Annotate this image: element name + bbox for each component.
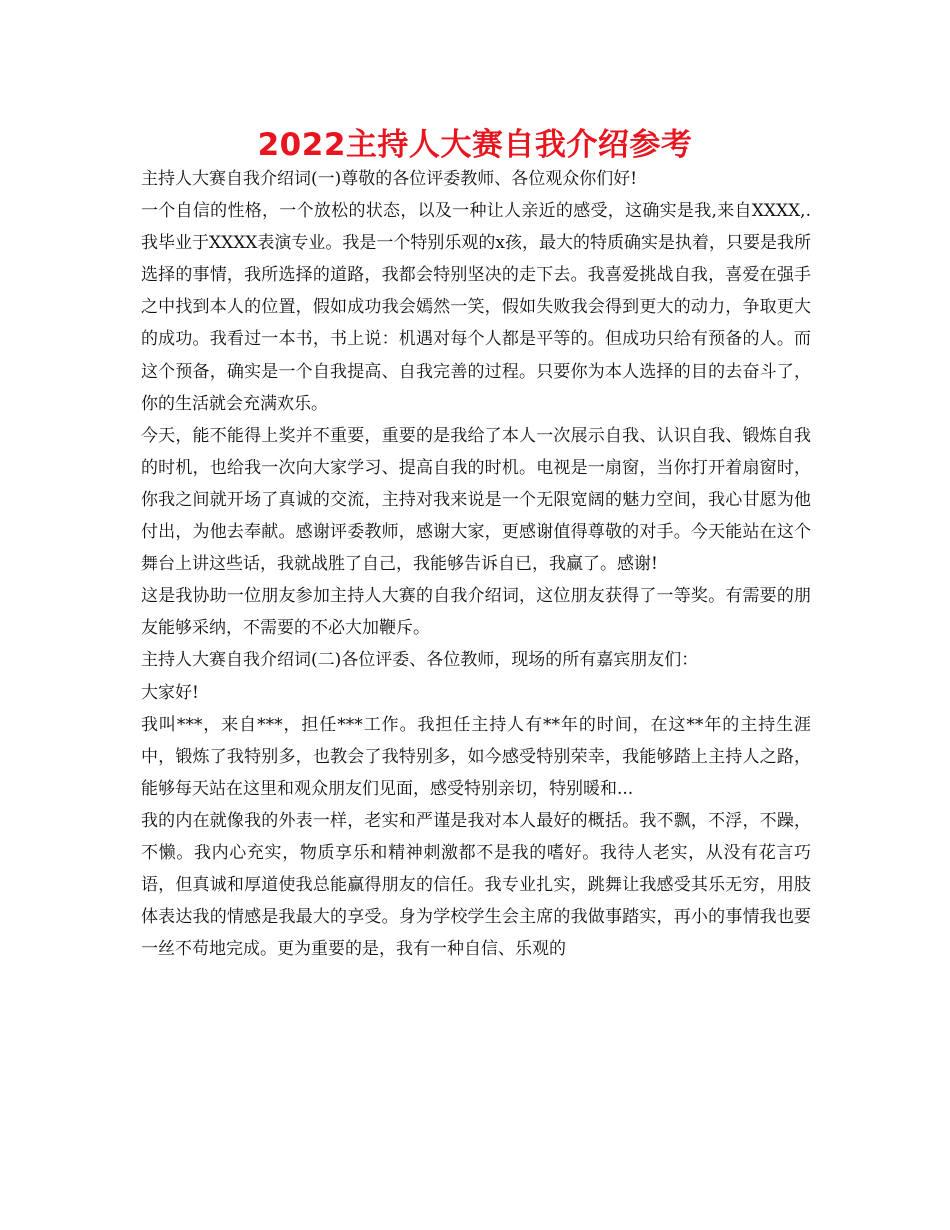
paragraph-today: 今天，能不能得上奖并不重要，重要的是我给了本人一次展示自我、认识自我、锻炼自我的时机，也给我一次向大家学习、提高自我的时机。电视是一扇窗，当你打开着扇窗时，你我之间就开场了真诚的交流，主持对我来说是一个无限宽阔的魅力空间，我心甘愿为他付出，为他去奉献。感谢评委教师，感谢大家，更感谢值得尊敬的对手。今天能站在这个舞台上讲这些话，我就战胜了自己，我能够告诉自已，我赢了。感谢! (141, 425, 811, 575)
paragraph-intro-one: 主持人大赛自我介绍词(一)尊敬的各位评委教师、各位观众你们好! (141, 169, 638, 189)
document-title: 2022主持人大赛自我介绍参考 (257, 127, 693, 163)
paragraph-greeting: 大家好! (141, 682, 199, 703)
paragraph-intro-two: 主持人大赛自我介绍词(二)各位评委、各位教师，现场的所有嘉宾朋友们： (141, 650, 699, 671)
paragraph-career: 我叫***，来自***，担任***工作。我担任主持人有**年的时间，在这**年的主持生涯中，锻炼了我特别多，也教会了我特别多，如今感受特别荣幸，我能够踏上主持人之路，能够每天站在这里和观众朋友们见面，感受特别亲切，特别暖和... (141, 714, 811, 799)
document-body (141, 163, 811, 965)
paragraph-self-description: 一个自信的性格，一个放松的状态，以及一种让人亲近的感受，这确实是我,来自XXXX,.我毕业于XXXX表演专业。我是一个特别乐观的x孩，最大的特质确实是执着，只要是我所选择的事情，我所选择的道路，我都会特别坚决的走下去。我喜爱挑战自我，喜爱在强手之中找到本人的位置，假如成功我会嫣然一笑，假如失败我会得到更大的动力，争取更大的成功。我看过一本书，书上说：机遇对每个人都是平等的。但成功只给有预备的人。而这个预备，确实是一个自我提高、自我完善的过程。只要你为本人选择的目的去奋斗了，你的生活就会充满欢乐。 (141, 201, 811, 414)
paragraph-note: 这是我协助一位朋友参加主持人大赛的自我介绍词，这位朋友获得了一等奖。有需要的朋友能够采纳，不需要的不必大加鞭斥。 (141, 586, 811, 639)
paragraph-character: 我的内在就像我的外表一样，老实和严谨是我对本人最好的概括。我不飘，不浮，不躁，不懒。我内心充实，物质享乐和精神刺激都不是我的嗜好。我待人老实，从没有花言巧语，但真诚和厚道使我总能赢得朋友的信任。我专业扎实，跳舞让我感受其乐无穷，用肢体表达我的情感是我最大的享受。身为学校学生会主席的我做事踏实，再小的事情我也要一丝不苟地完成。更为重要的是，我有一种自信、乐观的 (141, 810, 811, 960)
